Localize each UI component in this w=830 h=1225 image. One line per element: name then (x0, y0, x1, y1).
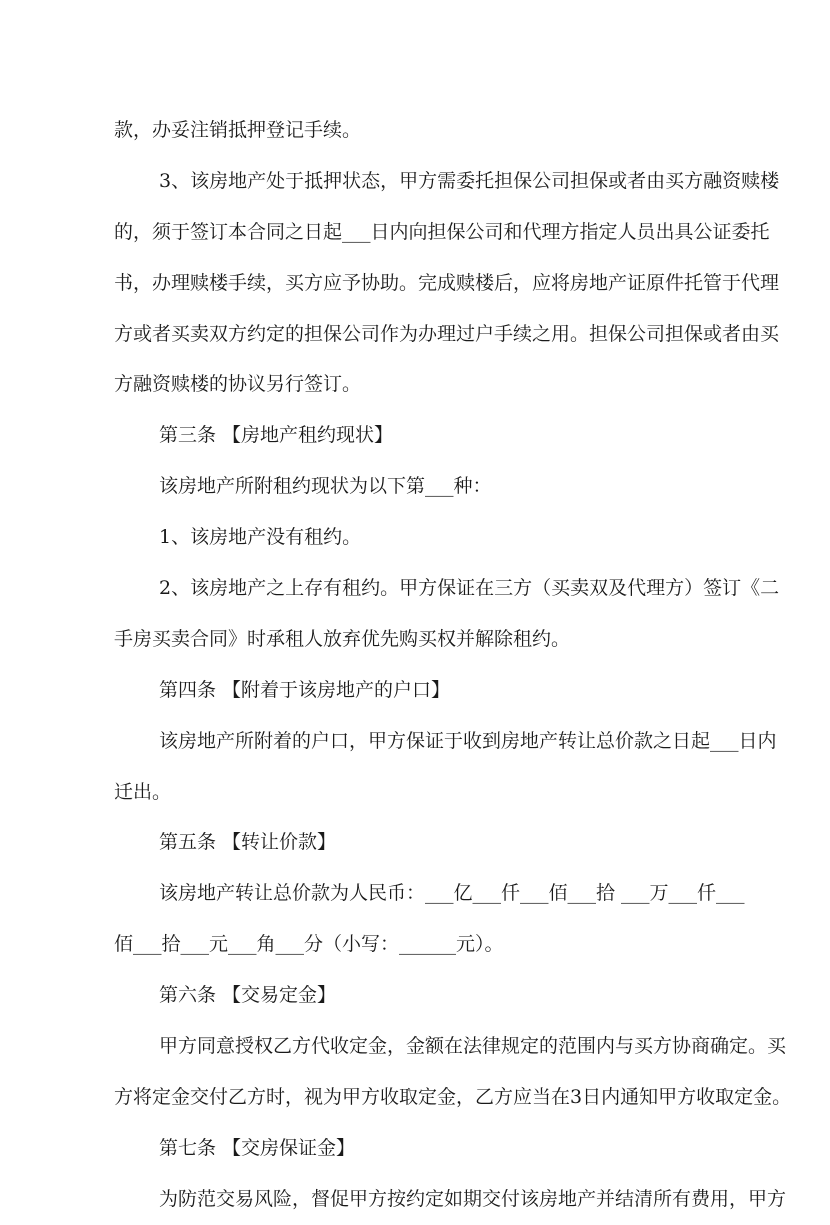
text-line: 的，须于签订本合同之日起___日内向担保公司和代理方指定人员出具公证委托 (114, 220, 770, 243)
text-line: 该房地产所附着的户口，甲方保证于收到房地产转让总价款之日起___日内 (159, 729, 777, 752)
text-line: 该房地产所附租约现状为以下第___种： (159, 475, 492, 498)
text-line: 方或者买卖双方约定的担保公司作为办理过户手续之用。担保公司担保或者由买 (114, 322, 780, 345)
text-line: 方融资赎楼的协议另行签订。 (114, 373, 362, 396)
text-line: 第六条 【交易定金】 (159, 984, 337, 1007)
text-line: 2、该房地产之上存有租约。甲方保证在三方（买卖双及代理方）签订《二 (159, 577, 780, 600)
text-line: 该房地产转让总价款为人民币：___亿___仟___佰___拾 ___万___仟___ (159, 882, 745, 905)
text-line: 第五条 【转让价款】 (159, 831, 337, 854)
text-line: 第七条 【交房保证金】 (159, 1136, 356, 1159)
text-line: 迁出。 (114, 780, 172, 803)
text-line: 为防范交易风险，督促甲方按约定如期交付该房地产并结清所有费用，甲方 (159, 1187, 787, 1210)
text-line: 款，办妥注销抵押登记手续。 (114, 119, 362, 141)
document-body (114, 105, 792, 1225)
text-line: 1、该房地产没有租约。 (159, 526, 362, 549)
text-line: 手房买卖合同》时承租人放弃优先购买权并解除租约。 (114, 627, 571, 650)
text-line: 第三条 【房地产租约现状】 (159, 424, 394, 447)
text-line: 方将定金交付乙方时，视为甲方收取定金，乙方应当在3日内通知甲方收取定金。 (114, 1085, 792, 1108)
text-line: 书，办理赎楼手续，买方应予协助。完成赎楼后，应将房地产证原件托管于代理 (114, 271, 780, 294)
text-line: 3、该房地产处于抵押状态，甲方需委托担保公司担保或者由买方融资赎楼 (159, 169, 780, 192)
text-line: 第四条 【附着于该房地产的户口】 (159, 678, 451, 701)
text-line: 佰___拾___元___角___分（小写：______元）。 (114, 933, 504, 956)
text-line: 甲方同意授权乙方代收定金，金额在法律规定的范围内与买方协商确定。买 (159, 1035, 787, 1058)
